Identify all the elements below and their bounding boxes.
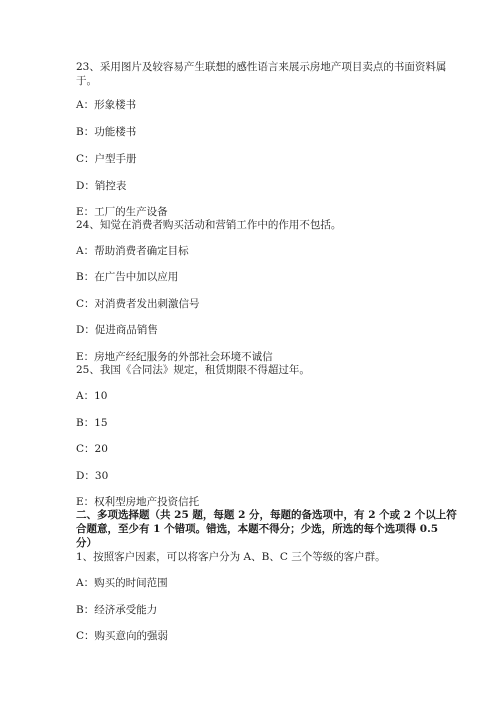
q24-option-e: E：房地产经纪服务的外部社会环境不诚信	[76, 351, 273, 363]
mq1-stem: 1、按照客户因素，可以将客户分为 A、B、C 三个等级的客户群。	[76, 551, 386, 563]
section2-heading-line3: 分）	[76, 537, 97, 549]
q23-option-e: E：工厂的生产设备	[76, 206, 168, 218]
q24-option-c: C：对消费者发出刺激信号	[76, 298, 200, 310]
q25-option-c: C：20	[76, 443, 108, 455]
section2-heading-line1: 二、多项选择题（共 25 题，每题 2 分，每题的备选项中，有 2 个或 2 个以上符	[76, 509, 457, 521]
q23-option-d: D：销控表	[76, 180, 127, 192]
q24-option-b: B：在广告中加以应用	[76, 271, 179, 283]
q25-option-e: E：权利型房地产投资信托	[76, 496, 200, 508]
q25-option-b: B：15	[76, 417, 108, 429]
section2-heading-line2: 合题意，至少有 1 个错项。错选，本题不得分；少选，所选的每个选项得 0.5	[76, 523, 439, 535]
mq1-option-b: B：经济承受能力	[76, 604, 158, 616]
q24-option-d: D：促进商品销售	[76, 324, 158, 336]
q24-stem: 24、知觉在消费者购买活动和营销工作中的作用不包括。	[76, 219, 342, 231]
mq1-option-c: C：购买意向的强弱	[76, 630, 169, 642]
q23-option-c: C：户型手册	[76, 153, 137, 165]
q25-option-d: D：30	[76, 470, 109, 482]
q24-option-a: A：帮助消费者确定目标	[76, 245, 189, 257]
q23-stem-line2: 于。	[76, 75, 97, 87]
mq1-option-a: A：购买的时间范围	[76, 577, 168, 589]
q25-stem: 25、我国《合同法》规定，租赁期限不得超过年。	[76, 364, 310, 376]
q23-option-a: A：形象楼书	[76, 99, 137, 111]
q25-option-a: A：10	[76, 390, 108, 402]
q23-option-b: B：功能楼书	[76, 126, 137, 138]
q23-stem-line1: 23、采用图片及较容易产生联想的感性语言来展示房地产项目卖点的书面资料属	[76, 61, 447, 73]
